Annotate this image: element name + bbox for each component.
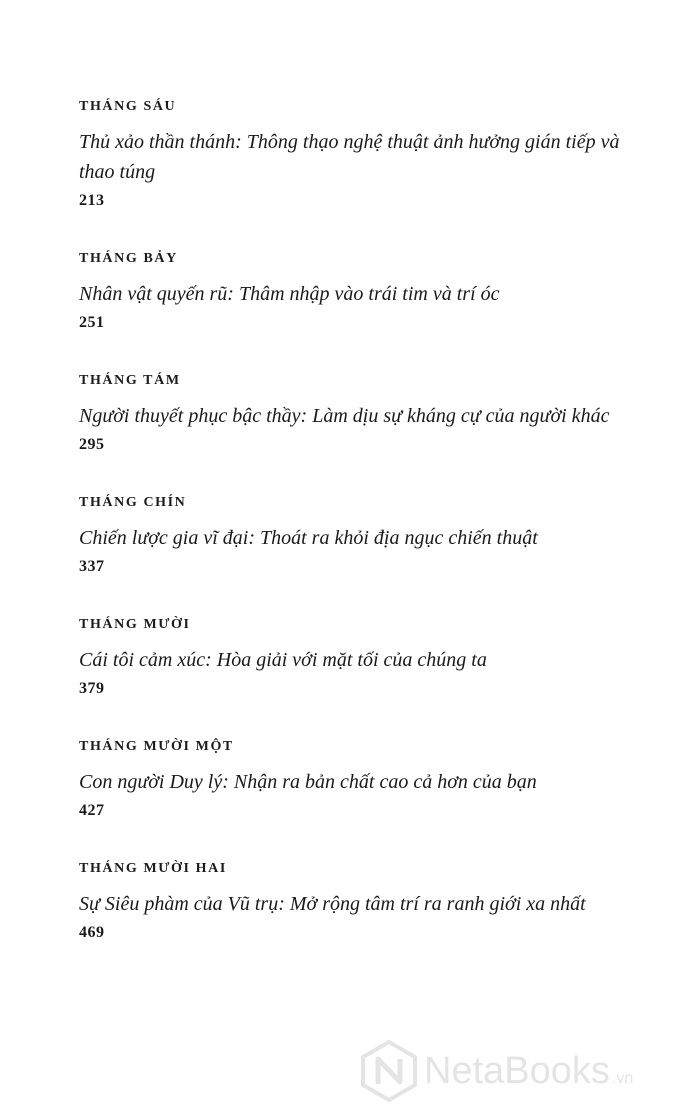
toc-entry-page-number: 337 [79, 558, 105, 575]
netabooks-watermark [360, 1040, 690, 1102]
toc-entry-month: THÁNG MƯỜI HAI [79, 861, 227, 876]
toc-entry-title: Chiến lược gia vĩ đại: Thoát ra khỏi địa ngục chiến thuật [79, 527, 538, 549]
toc-entry-month: THÁNG TÁM [79, 373, 181, 388]
toc-entry-thang-sau [79, 98, 659, 212]
toc-entry-month: THÁNG SÁU [79, 99, 177, 114]
toc-entry-thang-tam [79, 372, 659, 456]
watermark-suffix: .vn [611, 1070, 634, 1087]
netabooks-logo-icon [360, 1040, 418, 1102]
toc-entry-page-number: 295 [79, 436, 105, 453]
toc-entry-page-number: 213 [79, 192, 105, 209]
toc-entry-thang-muoi-mot [79, 738, 659, 822]
toc-entry-thang-chin [79, 494, 659, 578]
watermark-brand: NetaBooks [424, 1049, 610, 1092]
toc-entry-page-number: 251 [79, 314, 105, 331]
toc-entry-thang-muoi [79, 616, 659, 700]
toc-entry-page-number: 469 [79, 924, 105, 941]
toc-entry-title: Thủ xảo thần thánh: Thông thạo nghệ thuật ảnh hưởng gián tiếp và thao túng [79, 131, 620, 183]
toc-entry-title: Người thuyết phục bậc thầy: Làm dịu sự kháng cự của người khác [79, 405, 610, 427]
toc-entry-month: THÁNG MƯỜI [79, 617, 191, 632]
toc-entry-thang-bay [79, 250, 659, 334]
toc-entry-month: THÁNG MƯỜI MỘT [79, 739, 234, 754]
toc-entry-title: Cái tôi cảm xúc: Hòa giải với mặt tối của chúng ta [79, 649, 487, 671]
toc-entry-page-number: 379 [79, 680, 105, 697]
toc-entry-title: Con người Duy lý: Nhận ra bản chất cao cả hơn của bạn [79, 771, 537, 793]
table-of-contents [79, 98, 659, 982]
toc-entry-thang-muoi-hai [79, 860, 659, 944]
toc-entry-month: THÁNG BẢY [79, 251, 178, 266]
toc-entry-page-number: 427 [79, 802, 105, 819]
toc-entry-month: THÁNG CHÍN [79, 495, 187, 510]
toc-entry-title: Sự Siêu phàm của Vũ trụ: Mở rộng tâm trí ra ranh giới xa nhất [79, 893, 586, 915]
toc-entry-title: Nhân vật quyến rũ: Thâm nhập vào trái tim và trí óc [79, 283, 500, 305]
